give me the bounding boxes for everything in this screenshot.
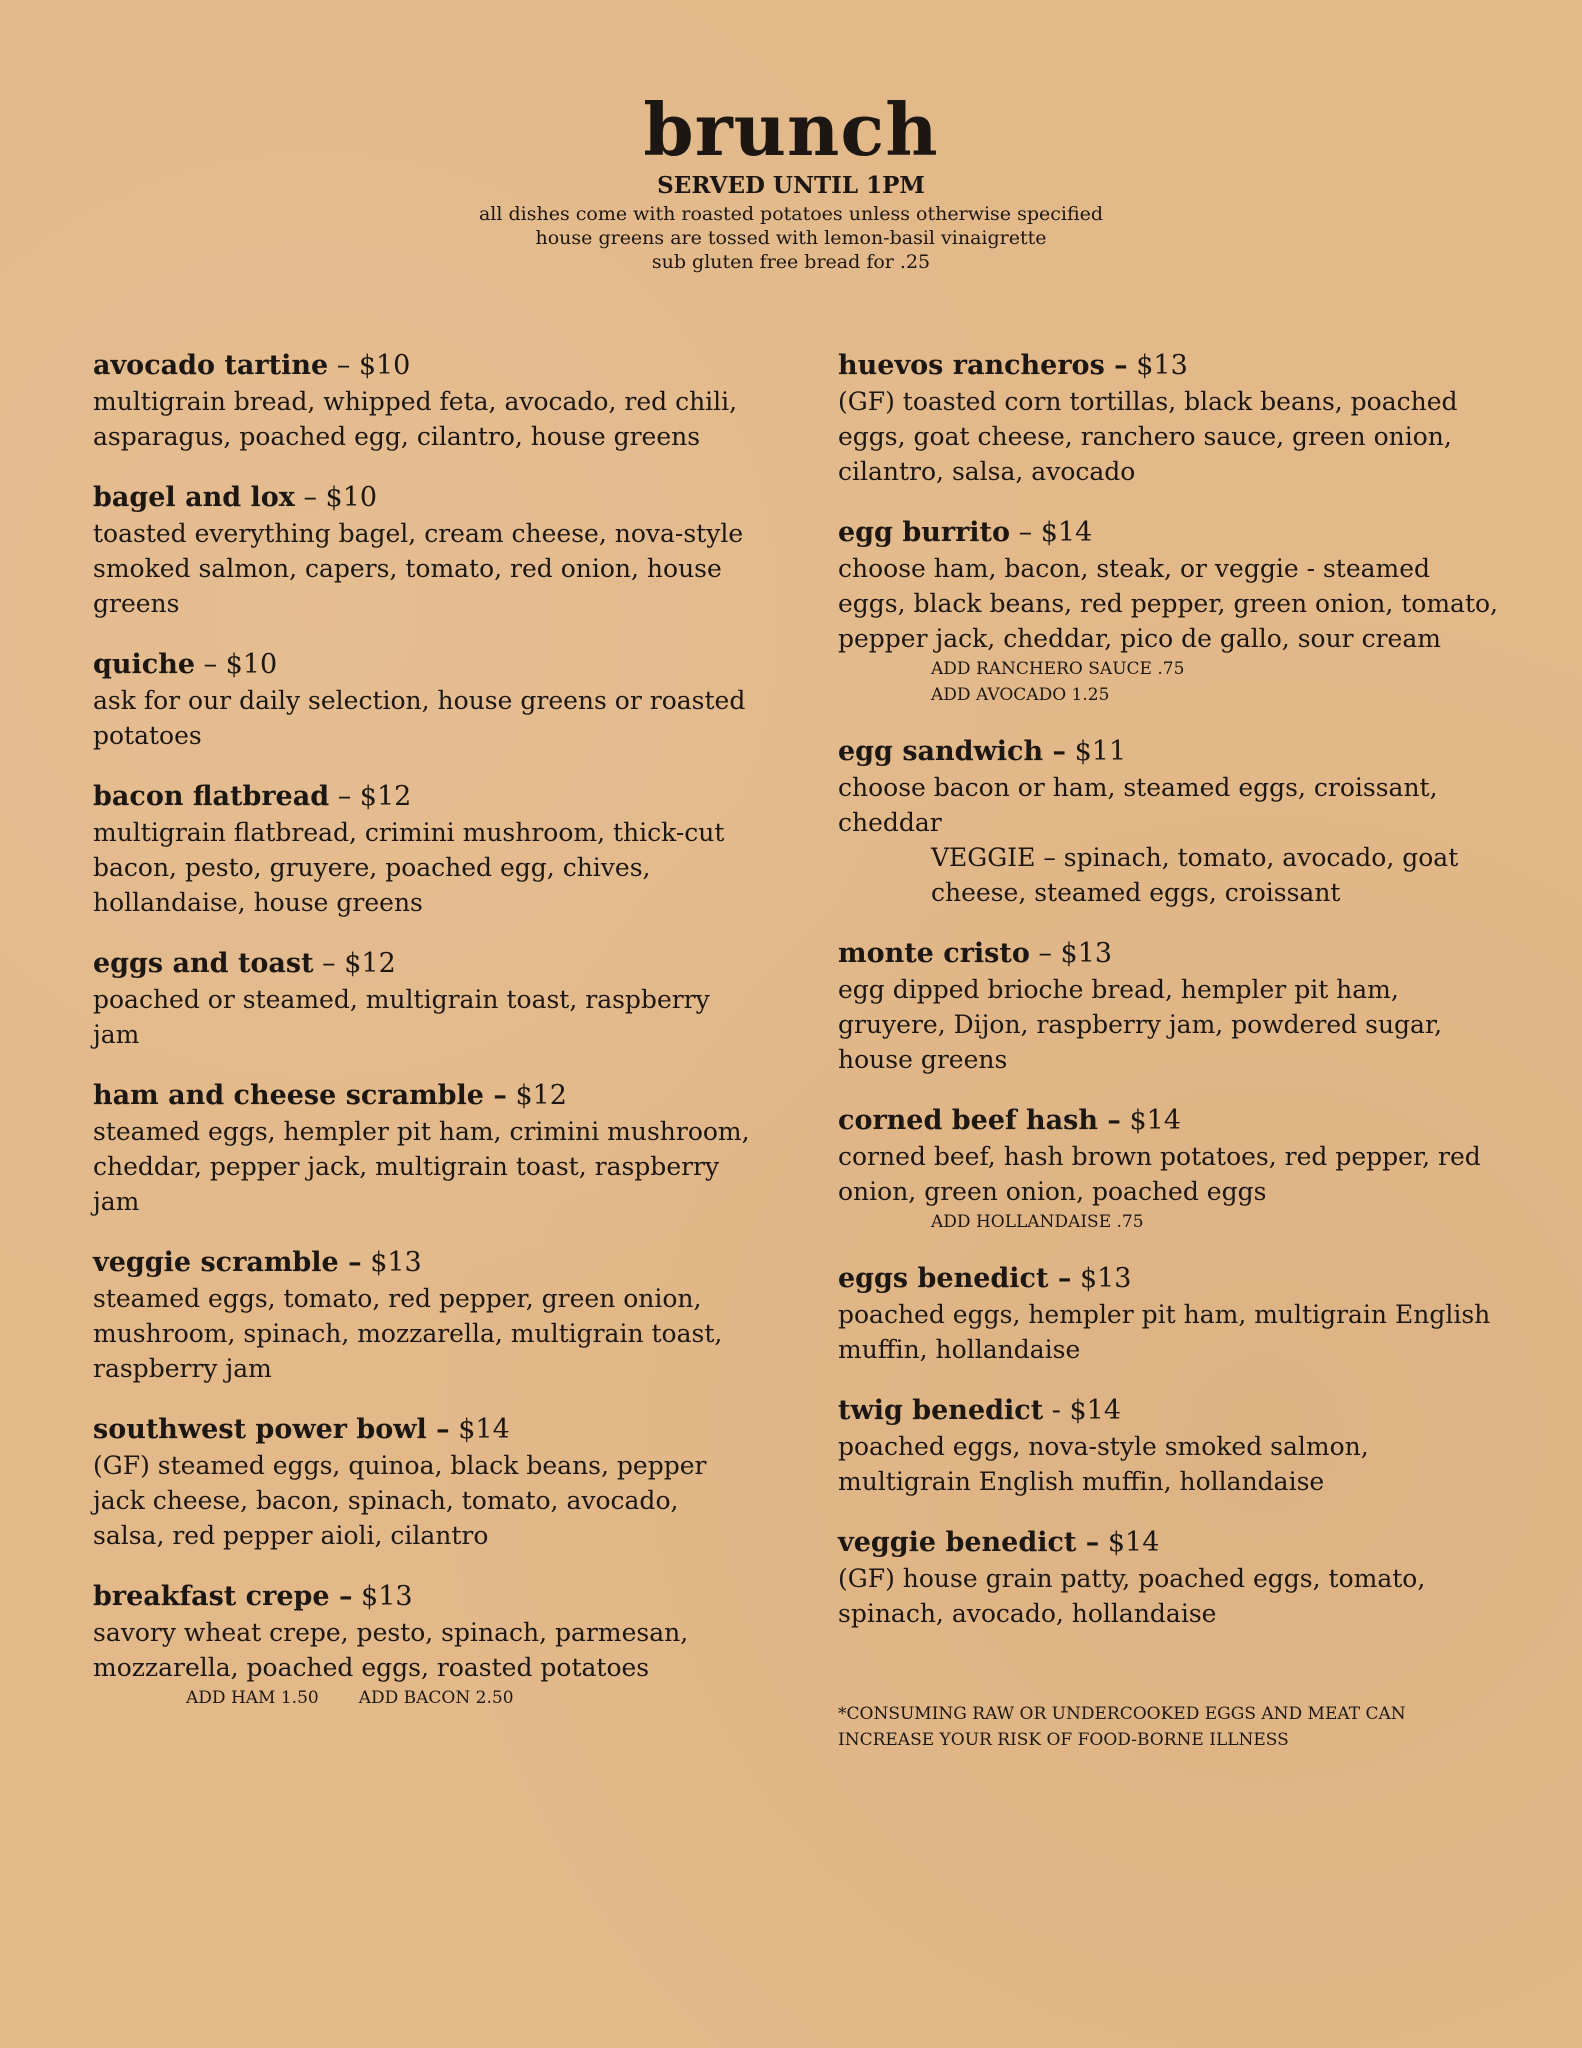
menu-item bbox=[93, 1412, 753, 1553]
menu-note: all dishes come with roasted potatoes unless otherwise specified bbox=[478, 203, 1104, 225]
item-heading bbox=[93, 946, 753, 982]
item-description: poached eggs, hempler pit ham, multigrain English muffin, hollandaise bbox=[838, 1300, 1491, 1364]
item-price: $14 bbox=[449, 1414, 510, 1445]
addon-options bbox=[93, 1685, 753, 1711]
menu-item bbox=[93, 946, 753, 1052]
item-price: – $10 bbox=[294, 482, 378, 513]
menu-item bbox=[93, 647, 753, 753]
menu-title: brunch bbox=[643, 87, 939, 172]
item-heading bbox=[93, 348, 753, 384]
addon-option: ADD BACON 2.50 bbox=[358, 1688, 514, 1708]
menu-item bbox=[838, 515, 1498, 708]
item-description: (GF) toasted corn tortillas, black beans, poached eggs, goat cheese, ranchero sauce, green onion, cilantro, salsa, avocado bbox=[838, 387, 1458, 486]
item-name: veggie benedict – bbox=[838, 1527, 1100, 1558]
item-name: southwest power bowl – bbox=[93, 1414, 450, 1445]
item-description: ask for our daily selection, house greens or roasted potatoes bbox=[93, 686, 746, 750]
item-name: eggs and toast bbox=[93, 948, 314, 979]
item-heading bbox=[93, 480, 753, 516]
menu-note: house greens are tossed with lemon-basil vinaigrette bbox=[535, 227, 1047, 249]
item-name: egg burrito bbox=[838, 517, 1011, 548]
item-name: bacon flatbread bbox=[93, 781, 330, 812]
item-price: $13 bbox=[1071, 1263, 1132, 1294]
item-name: twig benedict bbox=[838, 1395, 1044, 1426]
menu-column-left bbox=[93, 348, 753, 1737]
item-heading bbox=[93, 779, 753, 815]
menu-item bbox=[93, 779, 753, 920]
menu-item bbox=[93, 348, 753, 454]
addon-option: ADD AVOCADO 1.25 bbox=[931, 685, 1110, 705]
item-description: corned beef, hash brown potatoes, red pepper, red onion, green onion, poached eggs bbox=[838, 1142, 1481, 1206]
item-description: savory wheat crepe, pesto, spinach, parmesan, mozzarella, poached eggs, roasted potatoes bbox=[93, 1618, 689, 1682]
item-description: steamed eggs, hempler pit ham, crimini mushroom, cheddar, pepper jack, multigrain toast, raspberry jam bbox=[93, 1117, 750, 1216]
food-safety-disclaimer: *CONSUMING RAW OR UNDERCOOKED EGGS AND MEAT CAN INCREASE YOUR RISK OF FOOD-BORNE ILLNESS bbox=[838, 1704, 1406, 1750]
item-name: breakfast crepe – bbox=[93, 1581, 353, 1612]
item-heading bbox=[838, 348, 1498, 384]
item-price: – $14 bbox=[1010, 517, 1093, 548]
item-heading bbox=[838, 1393, 1498, 1429]
item-name: veggie scramble – bbox=[93, 1247, 362, 1278]
menu-header bbox=[0, 88, 1582, 274]
item-price: $13 bbox=[1127, 350, 1188, 381]
served-until-subtitle: SERVED UNTIL 1PM bbox=[657, 172, 925, 199]
item-description: choose ham, bacon, steak, or veggie - steamed eggs, black beans, red pepper, green onion, tomato, pepper jack, cheddar, pico de gallo, sour cream bbox=[838, 554, 1498, 653]
item-name: huevos rancheros – bbox=[838, 350, 1128, 381]
item-heading bbox=[93, 1245, 753, 1281]
item-price: $14 bbox=[1120, 1105, 1181, 1136]
addon-option: ADD RANCHERO SAUCE .75 bbox=[931, 659, 1185, 679]
veggie-option: VEGGIE – spinach, tomato, avocado, goat cheese, steamed eggs, croissant bbox=[931, 843, 1459, 907]
item-price: $13 bbox=[352, 1581, 413, 1612]
menu-item bbox=[93, 480, 753, 621]
menu-note: sub gluten free bread for .25 bbox=[651, 251, 931, 273]
item-price: $12 bbox=[506, 1080, 567, 1111]
menu-item bbox=[93, 1245, 753, 1386]
menu-item bbox=[838, 734, 1498, 910]
item-price: $14 bbox=[1099, 1527, 1160, 1558]
item-price: – $12 bbox=[329, 781, 412, 812]
item-description: multigrain bread, whipped feta, avocado, red chili, asparagus, poached egg, cilantro, house greens bbox=[93, 387, 738, 451]
item-heading bbox=[93, 1078, 753, 1114]
menu-item bbox=[838, 1261, 1498, 1367]
item-name: eggs benedict – bbox=[838, 1263, 1072, 1294]
item-name: bagel and lox bbox=[93, 482, 295, 513]
item-price: – $10 bbox=[195, 649, 278, 680]
menu-item bbox=[838, 1525, 1498, 1631]
item-description: (GF) house grain patty, poached eggs, tomato, spinach, avocado, hollandaise bbox=[838, 1564, 1426, 1628]
item-name: corned beef hash – bbox=[838, 1105, 1121, 1136]
menu-item bbox=[838, 1103, 1498, 1235]
item-price: - $14 bbox=[1043, 1395, 1121, 1426]
item-name: ham and cheese scramble – bbox=[93, 1080, 507, 1111]
item-heading bbox=[838, 1525, 1498, 1561]
item-description: (GF) steamed eggs, quinoa, black beans, pepper jack cheese, bacon, spinach, tomato, avocado, salsa, red pepper aioli, cilantro bbox=[93, 1451, 707, 1550]
item-price: $11 bbox=[1066, 736, 1127, 767]
item-heading bbox=[93, 1579, 753, 1615]
item-description: choose bacon or ham, steamed eggs, croissant, cheddar bbox=[838, 773, 1438, 837]
item-name: quiche bbox=[93, 649, 196, 680]
menu-item bbox=[838, 348, 1498, 489]
item-price: – $10 bbox=[328, 350, 411, 381]
item-name: avocado tartine bbox=[93, 350, 329, 381]
item-description: toasted everything bagel, cream cheese, nova-style smoked salmon, capers, tomato, red onion, house greens bbox=[93, 519, 744, 618]
addon-option: ADD HAM 1.50 bbox=[186, 1688, 319, 1708]
item-heading bbox=[838, 1103, 1498, 1139]
item-heading bbox=[93, 647, 753, 683]
item-price: $13 bbox=[361, 1247, 422, 1278]
item-description: egg dipped brioche bread, hempler pit ham, gruyere, Dijon, raspberry jam, powdered sugar, house greens bbox=[838, 975, 1443, 1074]
item-heading bbox=[838, 936, 1498, 972]
item-name: monte cristo bbox=[838, 938, 1030, 969]
item-name: egg sandwich – bbox=[838, 736, 1067, 767]
item-heading bbox=[838, 734, 1498, 770]
item-description: steamed eggs, tomato, red pepper, green onion, mushroom, spinach, mozzarella, multigrain toast, raspberry jam bbox=[93, 1284, 723, 1383]
menu-item bbox=[93, 1078, 753, 1219]
item-description: poached eggs, nova-style smoked salmon, multigrain English muffin, hollandaise bbox=[838, 1432, 1369, 1496]
menu-column-right bbox=[838, 348, 1498, 1753]
addon-option: ADD HOLLANDAISE .75 bbox=[931, 1212, 1144, 1232]
menu-item bbox=[93, 1579, 753, 1711]
item-heading bbox=[838, 515, 1498, 551]
item-price: – $12 bbox=[313, 948, 396, 979]
item-heading bbox=[93, 1412, 753, 1448]
menu-item bbox=[838, 936, 1498, 1077]
menu-item bbox=[838, 1393, 1498, 1499]
item-price: – $13 bbox=[1029, 938, 1113, 969]
item-heading bbox=[838, 1261, 1498, 1297]
item-description: multigrain flatbread, crimini mushroom, thick-cut bacon, pesto, gruyere, poached egg, chives, hollandaise, house greens bbox=[93, 818, 725, 917]
item-description: poached or steamed, multigrain toast, raspberry jam bbox=[93, 985, 710, 1049]
